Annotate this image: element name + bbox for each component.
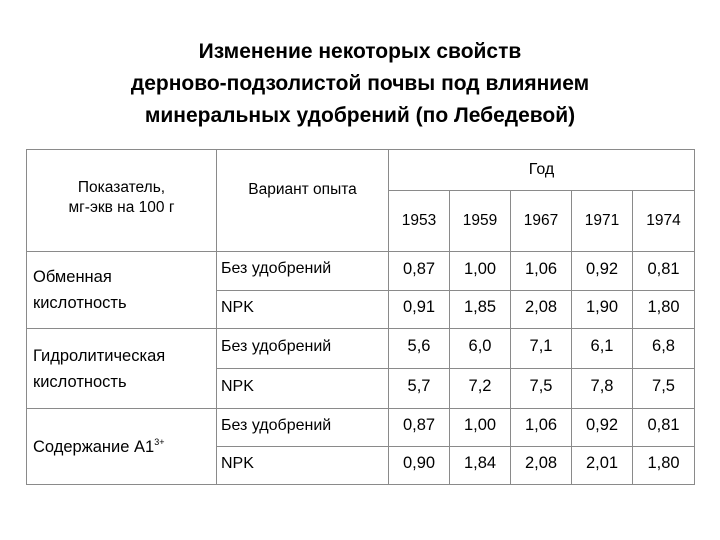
- indicator-line-1: Содержание А1: [33, 437, 155, 456]
- indicator-line-2: кислотность: [33, 372, 127, 391]
- value-cell: 7,1: [511, 329, 572, 369]
- value-cell: 1,00: [450, 252, 511, 291]
- value-cell: 7,5: [511, 369, 572, 409]
- header-row-1: [27, 150, 695, 191]
- value-cell: 6,8: [633, 329, 695, 369]
- variant-cell: Без удобрений: [217, 329, 389, 369]
- header-year-cell: 1967: [511, 191, 572, 252]
- value-cell: 0,90: [389, 447, 450, 485]
- header-year-cell: 1974: [633, 191, 695, 252]
- page-title: [0, 36, 720, 132]
- indicator-cell: [27, 252, 217, 329]
- table-row: [27, 329, 695, 369]
- header-indicator: [27, 150, 217, 252]
- value-cell: 5,7: [389, 369, 450, 409]
- variant-cell: Без удобрений: [217, 409, 389, 447]
- value-cell: 0,81: [633, 252, 695, 291]
- indicator-line-2: кислотность: [33, 294, 127, 312]
- value-cell: 7,2: [450, 369, 511, 409]
- value-cell: 0,81: [633, 409, 695, 447]
- header-indicator-line-2: мг-экв на 100 г: [68, 198, 175, 216]
- header-year-cell: 1959: [450, 191, 511, 252]
- value-cell: 0,87: [389, 409, 450, 447]
- value-cell: 1,90: [572, 291, 633, 329]
- value-cell: 1,06: [511, 252, 572, 291]
- value-cell: 1,84: [450, 447, 511, 485]
- indicator-superscript: 3+: [154, 436, 165, 447]
- soil-properties-table: [26, 149, 695, 485]
- value-cell: 7,5: [633, 369, 695, 409]
- title-line-1: Изменение некоторых свойств: [198, 40, 522, 63]
- value-cell: 1,80: [633, 291, 695, 329]
- variant-cell: NPK: [217, 369, 389, 409]
- value-cell: 0,92: [572, 409, 633, 447]
- value-cell: 2,08: [511, 447, 572, 485]
- header-indicator-line-1: Показатель,: [77, 178, 166, 196]
- value-cell: 0,91: [389, 291, 450, 329]
- value-cell: 6,0: [450, 329, 511, 369]
- value-cell: 2,08: [511, 291, 572, 329]
- title-line-2: дерново-подзолистой почвы под влиянием: [130, 72, 590, 95]
- value-cell: 0,92: [572, 252, 633, 291]
- header-year-cell: 1953: [389, 191, 450, 252]
- value-cell: 5,6: [389, 329, 450, 369]
- table-row: [27, 252, 695, 291]
- table-row: [27, 409, 695, 447]
- header-variant: Вариант опыта: [217, 150, 389, 252]
- value-cell: 2,01: [572, 447, 633, 485]
- variant-cell: Без удобрений: [217, 252, 389, 291]
- value-cell: 1,85: [450, 291, 511, 329]
- variant-cell: NPK: [217, 447, 389, 485]
- header-year-cell: 1971: [572, 191, 633, 252]
- indicator-line-1: Обменная: [33, 268, 112, 286]
- value-cell: 6,1: [572, 329, 633, 369]
- variant-cell: NPK: [217, 291, 389, 329]
- value-cell: 1,80: [633, 447, 695, 485]
- header-year: Год: [389, 150, 695, 191]
- indicator-cell: [27, 409, 217, 485]
- title-line-3: минеральных удобрений (по Лебедевой): [144, 104, 576, 127]
- value-cell: 0,87: [389, 252, 450, 291]
- indicator-cell: [27, 329, 217, 409]
- value-cell: 7,8: [572, 369, 633, 409]
- value-cell: 1,00: [450, 409, 511, 447]
- value-cell: 1,06: [511, 409, 572, 447]
- indicator-line-1: Гидролитическая: [33, 346, 166, 365]
